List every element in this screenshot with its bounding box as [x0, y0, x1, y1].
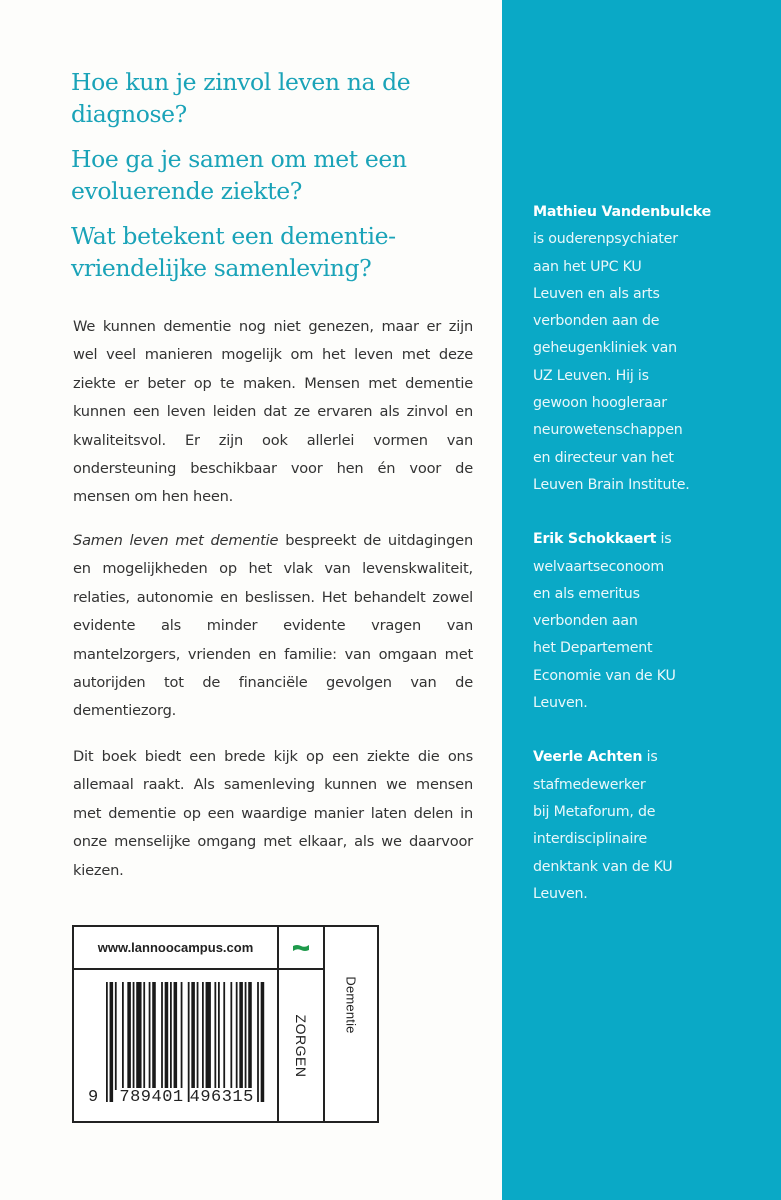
barcode-bar	[261, 982, 265, 1102]
bio-line: is	[656, 531, 672, 548]
isbn-box	[72, 925, 379, 1123]
author-bio-3	[533, 744, 758, 908]
bio-line: UZ Leuven. Hij is	[533, 367, 649, 384]
book-title: Samen leven met dementie	[73, 532, 279, 549]
barcode-bar	[188, 982, 190, 1102]
bio-line: Leuven en als arts	[533, 285, 660, 302]
paragraph-closing	[73, 743, 473, 885]
barcode-bar	[152, 982, 156, 1090]
barcode-bar	[174, 982, 178, 1090]
bio-line: bij Metaforum, de	[533, 803, 656, 820]
paragraph-closing-text: Dit boek biedt een brede kijk op een ziekte die ons allemaal raakt. Als samenleving kunnen we mensen met dementie op een waardige manier laten delen in onze menselijke omgang met elkaar, als we daarvoor kiezen.	[73, 748, 473, 879]
barcode-bar	[223, 982, 225, 1090]
author-name: Veerle Achten	[533, 749, 643, 766]
barcode-bar	[110, 982, 114, 1102]
question-3: Wat betekent een dementie-vriendelijke samenleving?	[71, 222, 396, 282]
barcode-bar	[161, 982, 163, 1090]
barcode-bar	[149, 982, 151, 1090]
bio-line: Leuven.	[533, 885, 588, 902]
barcode-bar	[143, 982, 145, 1090]
barcode-bar	[133, 982, 135, 1090]
author-name: Mathieu Vandenbulcke	[533, 204, 712, 220]
isbn-prefix: 9	[88, 1088, 99, 1107]
barcode-bar	[106, 982, 108, 1102]
author-bio-2	[533, 526, 758, 717]
barcode-bar	[165, 982, 169, 1090]
barcode-bar	[245, 982, 247, 1090]
barcode-bar	[230, 982, 232, 1090]
paragraph-book-description	[73, 527, 473, 726]
bio-line: stafmedewerker	[533, 776, 646, 793]
question-1: Hoe kun je zinvol leven na de diagnose?	[71, 68, 411, 128]
publisher-logo	[279, 927, 325, 970]
author-bio-1	[533, 199, 758, 499]
barcode-bar	[197, 982, 199, 1090]
bio-line: welvaartseconoom	[533, 558, 665, 575]
bio-line: is	[642, 749, 658, 766]
barcode-bar	[191, 982, 195, 1090]
barcode-bar	[170, 982, 172, 1090]
bio-line: Leuven Brain Institute.	[533, 476, 690, 493]
barcode-bar	[248, 982, 252, 1090]
subject-label: Dementie	[343, 975, 359, 1034]
website-link[interactable]: www.lannoocampus.com	[74, 927, 279, 970]
bio-line: en directeur van het	[533, 449, 674, 466]
category-label: ZORGEN	[293, 1014, 309, 1077]
barcode-bar	[181, 982, 183, 1090]
bio-line: het Departement	[533, 640, 653, 657]
barcode-bar	[236, 982, 238, 1090]
questions-block	[71, 66, 471, 297]
bio-line: aan het UPC KU	[533, 258, 642, 275]
barcode-bar	[136, 982, 141, 1090]
bio-line: denktank van de KU	[533, 858, 673, 875]
subject-cell	[325, 927, 377, 1121]
bio-line: Economie van de KU	[533, 667, 676, 684]
barcode-bar	[206, 982, 211, 1090]
author-bios	[533, 199, 758, 935]
barcode-bar	[218, 982, 220, 1090]
isbn-group-1: 789401	[119, 1088, 184, 1107]
bio-line: Leuven.	[533, 695, 588, 712]
paragraph-book-description-text: bespreekt de uitdagingen en mogelijkheden op het vlak van levenskwaliteit, relaties, autonomie en beslissen. Het behandelt zowel evidente als minder evidente vragen van mantelzorgers, vrienden en familie: van omgaan met autorijden tot de financiële gevolgen van de dementiezorg.	[73, 532, 473, 720]
bio-line: neurowetenschappen	[533, 422, 683, 439]
barcode	[74, 970, 279, 1121]
bio-line: verbonden aan	[533, 613, 638, 630]
barcode-bar	[127, 982, 131, 1090]
bio-line: interdisciplinaire	[533, 831, 648, 848]
barcode-bar	[115, 982, 117, 1090]
lannoo-campus-logo-icon	[293, 944, 309, 952]
bio-line: verbonden aan de	[533, 313, 660, 330]
barcode-bar	[214, 982, 216, 1090]
isbn-number	[88, 1088, 254, 1107]
bio-line: geheugenkliniek van	[533, 340, 677, 357]
author-name: Erik Schokkaert	[533, 531, 657, 548]
isbn-group-2: 496315	[189, 1088, 254, 1107]
barcode-bar	[239, 982, 243, 1090]
barcode-bar	[122, 982, 124, 1090]
bio-line: en als emeritus	[533, 585, 640, 602]
bio-line: gewoon hoogleraar	[533, 395, 667, 412]
barcode-bar	[202, 982, 204, 1090]
barcode-bar	[257, 982, 259, 1102]
paragraph-intro-text: We kunnen dementie nog niet genezen, maar er zijn wel veel manieren mogelijk om het leven met deze ziekte er beter op te maken. Mensen met dementie kunnen een leven leiden dat ze ervaren als zinvol en kwaliteitsvol. Er zijn ook allerlei vormen van ondersteuning beschikbaar voor hen én voor de mensen om hen heen.	[73, 318, 473, 506]
category-cell	[279, 970, 325, 1121]
bio-line: is ouderenpsychiater	[533, 231, 678, 248]
paragraph-intro	[73, 313, 473, 512]
question-2: Hoe ga je samen om met een evoluerende ziekte?	[71, 145, 407, 205]
barcode-bars	[106, 982, 266, 1102]
